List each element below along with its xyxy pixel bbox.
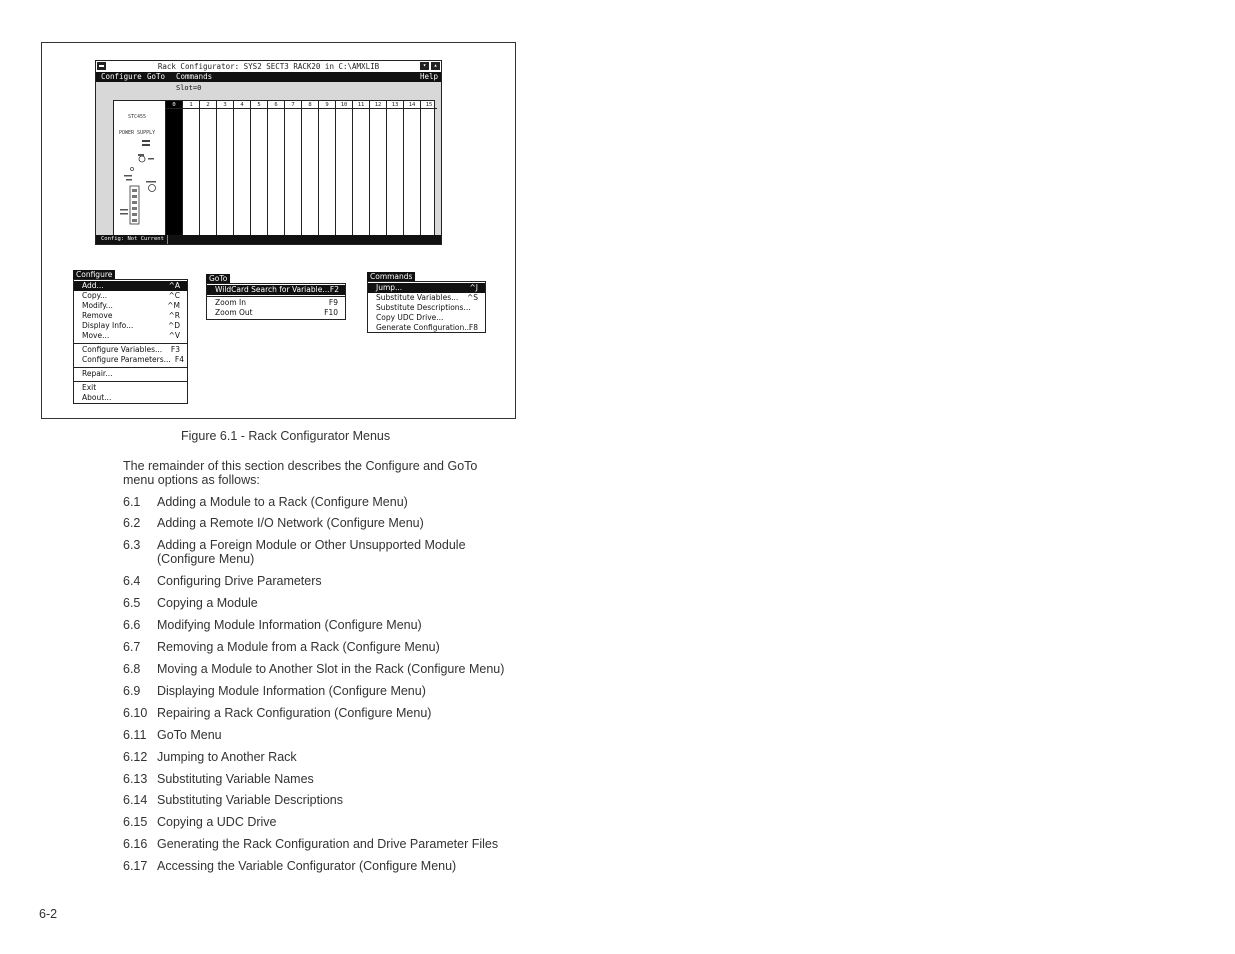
- rack-slot[interactable]: [284, 101, 301, 235]
- section-number: 6.7: [123, 640, 141, 654]
- slot-number: 8: [302, 101, 318, 109]
- section-title: Generating the Rack Configuration and Drive Parameter Files: [157, 837, 499, 851]
- rack-slot[interactable]: [301, 101, 318, 235]
- goto-menu-title[interactable]: GoTo: [206, 274, 230, 284]
- menu-separator: [207, 296, 345, 297]
- module-label: STC455: [128, 114, 147, 120]
- rack-slot[interactable]: [250, 101, 267, 235]
- section-number: 6.11: [123, 728, 147, 742]
- configure-menu-title[interactable]: Configure: [73, 270, 115, 280]
- slot-number: 11: [353, 101, 369, 109]
- menu-item-about[interactable]: About...: [82, 393, 112, 402]
- window-menubar: [96, 72, 441, 82]
- rack-slot[interactable]: [199, 101, 216, 235]
- menu-separator: [74, 343, 187, 344]
- menu-item-configure-variables[interactable]: Configure Variables... F3: [82, 345, 180, 354]
- slot-number: 2: [200, 101, 216, 109]
- section-title: Accessing the Variable Configurator (Configure Menu): [157, 859, 457, 873]
- slot-indicator: Slot=0: [176, 84, 202, 92]
- menu-item-exit[interactable]: Exit: [82, 383, 97, 392]
- goto-menu: [206, 283, 346, 320]
- menu-separator: [74, 381, 187, 382]
- menu-goto[interactable]: GoTo: [147, 72, 166, 81]
- slot-number: 5: [251, 101, 267, 109]
- rack-slot[interactable]: [318, 101, 335, 235]
- configure-menu: [73, 279, 188, 404]
- section-number: 6.2: [123, 516, 141, 530]
- section-title: Configuring Drive Parameters: [157, 574, 322, 588]
- rack-slot[interactable]: [403, 101, 420, 235]
- commands-menu-title[interactable]: Commands: [367, 272, 415, 282]
- section-title: Substituting Variable Names: [157, 772, 314, 786]
- rack-slot[interactable]: [216, 101, 233, 235]
- menu-item-move[interactable]: Move... ^V: [82, 331, 180, 340]
- module-faceplate-icon: [118, 139, 162, 229]
- section-number: 6.5: [123, 596, 141, 610]
- section-title: GoTo Menu: [157, 728, 222, 742]
- rack-configurator-window: [95, 60, 442, 245]
- rack-slot[interactable]: [352, 101, 369, 235]
- section-number: 6.15: [123, 815, 148, 829]
- system-menu-icon[interactable]: [97, 62, 106, 70]
- section-number: 6.1: [123, 495, 141, 509]
- section-title: Removing a Module from a Rack (Configure Menu): [157, 640, 440, 654]
- slot-number: 0: [166, 101, 182, 109]
- status-text: Config: Not Current: [98, 235, 168, 244]
- minimize-icon[interactable]: ▾: [420, 62, 429, 70]
- section-number: 6.12: [123, 750, 148, 764]
- menu-item-copy[interactable]: Copy... ^C: [82, 291, 180, 300]
- rack-view[interactable]: [113, 100, 435, 236]
- rack-slot[interactable]: [267, 101, 284, 235]
- figure-caption: Figure 6.1 - Rack Configurator Menus: [181, 429, 391, 443]
- menu-item-copy-udc-drive[interactable]: Copy UDC Drive...: [376, 313, 444, 322]
- slot-number: 6: [268, 101, 284, 109]
- section-title: Jumping to Another Rack: [157, 750, 297, 764]
- section-number: 6.9: [123, 684, 141, 698]
- menu-item-substitute-variables[interactable]: Substitute Variables... ^S: [376, 293, 478, 302]
- rack-slot[interactable]: [386, 101, 403, 235]
- menu-item-substitute-descriptions[interactable]: Substitute Descriptions...: [376, 303, 471, 312]
- menu-item-jump[interactable]: Jump... ^J: [368, 283, 485, 293]
- slot-number: 7: [285, 101, 301, 109]
- section-number: 6.16: [123, 837, 148, 851]
- maximize-icon[interactable]: ▴: [431, 62, 440, 70]
- menu-item-generate-configuration[interactable]: Generate Configuration... F8: [376, 323, 478, 332]
- slot-number: 9: [319, 101, 335, 109]
- section-number: 6.13: [123, 772, 148, 786]
- section-number: 6.14: [123, 793, 148, 807]
- commands-menu: [367, 281, 486, 333]
- section-number: 6.8: [123, 662, 141, 676]
- menu-configure[interactable]: Configure: [101, 72, 142, 81]
- section-number: 6.6: [123, 618, 141, 632]
- section-title: Adding a Module to a Rack (Configure Menu): [157, 495, 408, 509]
- rack-slot[interactable]: [369, 101, 386, 235]
- section-title: Moving a Module to Another Slot in the Rack (Configure Menu): [157, 662, 505, 676]
- section-title: Adding a Remote I/O Network (Configure Menu): [157, 516, 424, 530]
- menu-item-zoom-in[interactable]: Zoom In F9: [215, 298, 338, 307]
- menu-item-repair[interactable]: Repair...: [82, 369, 113, 378]
- slot-number: 4: [234, 101, 250, 109]
- slot-number: 12: [370, 101, 386, 109]
- slot-number: 10: [336, 101, 352, 109]
- menu-item-wildcard-search[interactable]: WildCard Search for Variable... F2: [207, 285, 345, 295]
- power-supply-label: POWER SUPPLY: [119, 130, 156, 136]
- section-title: Displaying Module Information (Configure Menu): [157, 684, 426, 698]
- rack-module-panel: [114, 101, 166, 235]
- page-number: 6-2: [39, 907, 58, 921]
- rack-slot[interactable]: [182, 101, 199, 235]
- intro-paragraph: The remainder of this section describes the Configure and GoTo menu options as follows:: [123, 459, 478, 487]
- window-title: Rack Configurator: SYS2 SECT3 RACK20 in C:\AMXLIB: [157, 62, 380, 71]
- menu-item-add[interactable]: Add... ^A: [74, 281, 187, 291]
- slot-number: 13: [387, 101, 403, 109]
- menu-separator: [74, 367, 187, 368]
- section-number: 6.17: [123, 859, 148, 873]
- section-title: Copying a UDC Drive: [157, 815, 277, 829]
- slot-number: 3: [217, 101, 233, 109]
- rack-slot[interactable]: [165, 101, 182, 235]
- status-bar: [96, 235, 441, 244]
- section-title: Adding a Foreign Module or Other Unsupported Module (Configure Menu): [157, 538, 466, 566]
- menu-item-configure-parameters[interactable]: Configure Parameters... F4: [82, 355, 184, 364]
- section-number: 6.4: [123, 574, 141, 588]
- menu-commands[interactable]: Commands: [176, 72, 213, 81]
- rack-slot[interactable]: [420, 101, 437, 235]
- menu-item-remove[interactable]: Remove ^R: [82, 311, 180, 320]
- section-title: Modifying Module Information (Configure Menu): [157, 618, 422, 632]
- section-title: Repairing a Rack Configuration (Configure Menu): [157, 706, 432, 720]
- slot-number: 15: [421, 101, 437, 109]
- section-number: 6.3: [123, 538, 141, 552]
- slot-number: 1: [183, 101, 199, 109]
- menu-item-display-info[interactable]: Display Info... ^D: [82, 321, 180, 330]
- rack-slot[interactable]: [335, 101, 352, 235]
- menu-item-zoom-out[interactable]: Zoom Out F10: [215, 308, 338, 317]
- slot-number: 14: [404, 101, 420, 109]
- section-title: Substituting Variable Descriptions: [157, 793, 343, 807]
- section-title: Copying a Module: [157, 596, 258, 610]
- rack-slot[interactable]: [233, 101, 250, 235]
- menu-item-modify[interactable]: Modify... ^M: [82, 301, 180, 310]
- section-number: 6.10: [123, 706, 148, 720]
- menu-help[interactable]: Help: [420, 72, 439, 81]
